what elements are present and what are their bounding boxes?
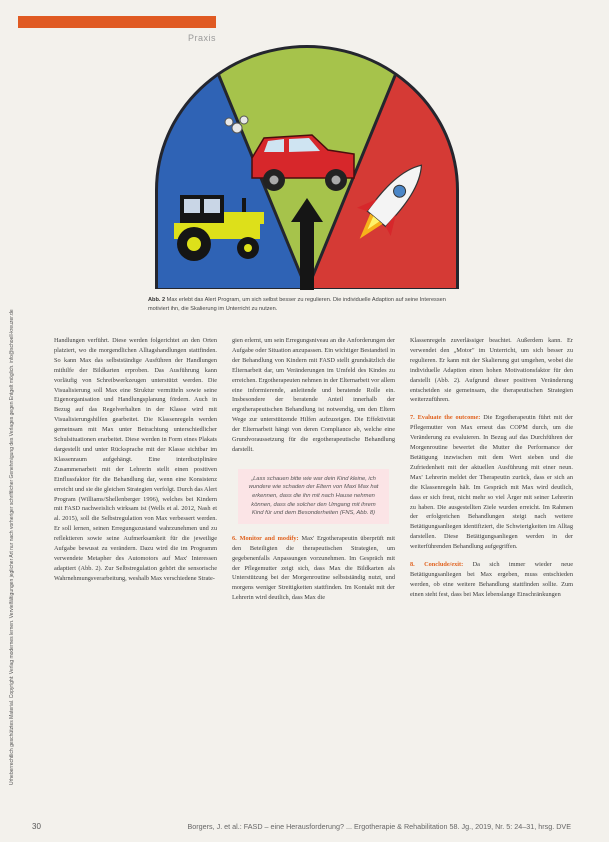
column-3-section-conclude xyxy=(410,560,573,600)
quote-box: „Lass schauen bitte wie war dein Kind kleine, ich wundere wie schaden der Eltern von Maxi Max hat erkennen, dass die ihn mit nach Hause nehmen können, dass die solcher den Umgang mit ihrem Kind für und dem Besonderheiten (FNS, Abb. 8) xyxy=(238,469,389,524)
column-3-text-2: Da sich immer wieder neue Betätigungsanliegen bei Max ergeben, muss entschieden werden, ob eine weitere Behandlung stattfinden sollte. Zum einen steht fest, dass bei Max lebenslange Einschränkungen xyxy=(410,561,573,598)
figure-caption xyxy=(148,296,464,314)
column-3-section-evaluate xyxy=(410,413,573,552)
section-label: Praxis xyxy=(188,33,217,43)
column-2-text-2: Max' Ergotherapeutin überprüft mit den Beteiligten die therapeutischen Strategien, um gegebenenfalls Anpassungen vorzunehmen. Im Gespräch mit der Pflegemutter zeigt sich, dass Max die Bildkarten als Unterstützung bei der Morgenroutine selbstständig nutzt, und morgens weniger Streitigkeiten stattfinden. Im Kontakt mit der Lehrerin wird deutlich, dass Max die xyxy=(232,534,395,602)
section-heading-monitor: 6. Monitor and modify: xyxy=(232,534,299,542)
column-2-text: gien erlernt, um sein Erregungsniveau an die Anforderungen der Aufgabe oder Situation anzupassen. Ein wichtiger Bestandteil in der Behandlung von Kindern mit FASD stellt grundsätzlich die Elternarbeit dar, um Veränderungen im Umfeld des Kindes zu erreichen. Ergotherapeuten nehmen in der Elternarbeit vor allem eine informierende, anleitende und beratende Rolle ein. Insbesondere der beratende Anteil innerhalb der ergotherapeutischen Behandlung ist notwendig, um den Eltern Wege zur unterstützende Hilfen aufzuzeigen. Die Effektivität der Elternarbeit hängt von deren Compliance ab, welche eine Grundvoraussetzung für die ergotherapeutische Behandlung darstellt. xyxy=(232,337,395,453)
column-1 xyxy=(54,336,217,584)
footer-reference: Borgers, J. et al.: FASD – eine Herausforderung? ... Ergotherapie & Rehabilitation 58. Jg., 2019, Nr. 5: 24–31, hrsg. DVE xyxy=(187,822,571,831)
column-3-text-1: Die Ergotherapeutin führt mit der Pflegemutter von Max erneut das COPM durch, um die Veränderung zu evaluieren. In Bezug auf das Durchführen der Morgenroutine bewertet die Mutter die Performance der Betätigung inzwischen mit dem Wert sieben und die Zufriedenheit mit der aktuellen Ausführung mit einer neun. Max' Lehrerin meldet der Therapeutin zurück, dass er sich an die Klassenregeln hält. Im Gespräch mit Max wird deutlich, dass er sich freut, nicht mehr so viel Ärger mit seiner Lehrerin zu haben. Die ausgestellten Ziele wurden erreicht. Im Rahmen der erfolgreichen Behandlungen steigt nach weitere Betätigungsanliegen identifiziert, die Schwierigkeiten im Alltag darstellen. Diese Betätigungsanliegen werden in der weiterführenden Behandlung aufgegriffen. xyxy=(410,414,573,551)
section-heading-conclude: 8. Conclude/exit: xyxy=(410,561,464,569)
column-1-text: Handlungen verführt. Diese werden folgerichtet an den Orten platziert, wo die morgendlichen Alltagshandlungen stattfinden. So kann Max das selbstständige Ausführen der Handlungen mithilfe der Bildkarten erproben. Das Ausführung kann vorläufig von Schreibwerkzeugen unterstützt werden. Die Visualisierung soll Max eine Struktur vermitteln sowie seine Eigenorganisation und Handlungsplanung fördern. Auch in Bezug auf das Regelverhalten in der Klasse wird mit Visualisierungshilfen gearbeitet. Die Klassenregeln werden gemeinsam mit Max unter Betrachtung unterschiedlicher Schulsituationen erarbeitet. Diese werden in Form eines Plakats dargestellt und unter Rücksprache mit der Klasse sichtbar im Klassenraum aufgehängt. Eine interdisziplinäre Zusammenarbeit mit der Lehrerin stellt einen positiven Einflussfaktor für die Behandlung dar, wenn eine Konsistenz erreicht und sie die gleichen Strategien verfolgt. Durch das Alert Program (Williams/Shellenberger 1996), welches bei Kindern mit FASD nachweislich wirksam ist (Wells et al. 2012, Nash et al. 2015), soll die Selbstregulation von Max verbessert werden. Er soll lernen, seinen Erregungszustand wahrzunehmen und zu reflektieren sowie seine Aufmerksamkeit für die jeweilige Aufgabe bewusst zu verändern. Dazu wird die im Programm verwendete Metapher des Automotors auf Max' Interessen adaptiert (Abb. 2). Zur Selbstregulation gehört die sensorische Wahrnehmungsverarbeitung, weshalb Max verschiedene Strate- xyxy=(54,337,217,582)
caption-label: Abb. 2 xyxy=(148,297,166,303)
alert-program-figure xyxy=(152,40,462,290)
section-heading-evaluate: 7. Evaluate the outcome: xyxy=(410,414,481,422)
page-number: 30 xyxy=(32,822,41,831)
column-2 xyxy=(232,336,395,603)
caption-text: Max erlebt das Alert Program, um sich selbst besser zu regulieren. Die individuelle Adaption auf seine Interessen motiviert ihn, die Skalierung im Unterricht zu nutzen. xyxy=(148,297,446,312)
column-3-text: Klassenregeln zuverlässiger beachtet. Außerdem kann. Er verwendet den „Motor" im Unterricht, um sich besser zu regulieren. Er kann mit der Skalierung gut umgehen, wobei die individuelle Adaption einen hohen Motivationsfaktor für den darstellt (Abb. 2). Aufgrund dieser positiven Veränderung entscheiden sie gemeinsam, die therapeutischen Strategien weiterzuführen. xyxy=(410,337,573,404)
copyright-side-note: Urheberrechtlich geschütztes Material. Copyright: Verlag modernes lernen. Vervielfältigungen jeglicher Art nur nach vorheriger schriftlicher Genehmigung des Verlages gegen Entgelt möglich. info@schoell-kreuzer.de xyxy=(9,309,15,785)
article-body xyxy=(54,336,574,806)
column-3 xyxy=(410,336,573,600)
header-accent-bar xyxy=(18,16,216,28)
speedometer-illustration xyxy=(152,40,462,290)
column-2-section xyxy=(232,534,395,603)
